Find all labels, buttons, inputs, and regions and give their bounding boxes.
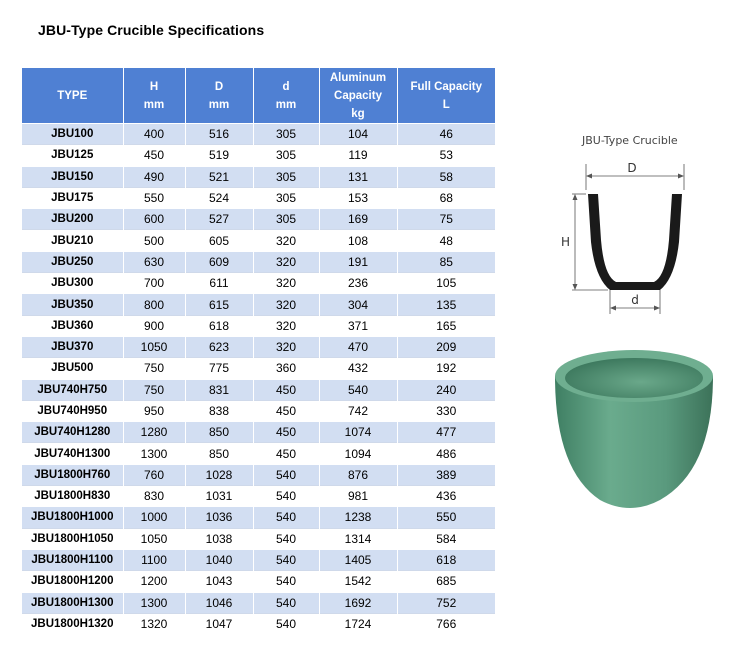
value-cell: 830 [123, 486, 185, 507]
value-cell: 1405 [319, 549, 397, 570]
value-cell: 1040 [185, 549, 253, 570]
value-cell: 1000 [123, 507, 185, 528]
value-cell: 105 [397, 273, 495, 294]
value-cell: 1280 [123, 422, 185, 443]
table-header-row [22, 68, 495, 124]
value-cell: 450 [253, 379, 319, 400]
column-header [253, 68, 319, 124]
column-header-line: Aluminum [329, 71, 387, 84]
value-cell: 623 [185, 336, 253, 357]
value-cell: 191 [319, 251, 397, 272]
arrowhead [610, 306, 616, 311]
value-cell: 46 [397, 124, 495, 145]
column-header [185, 68, 253, 124]
type-cell: JBU1800H1320 [22, 613, 123, 634]
table-row [22, 422, 495, 443]
table-row [22, 571, 495, 592]
value-cell: 1692 [319, 592, 397, 613]
value-cell: 600 [123, 209, 185, 230]
table-row [22, 613, 495, 634]
type-cell: JBU500 [22, 358, 123, 379]
value-cell: 838 [185, 400, 253, 421]
value-cell: 618 [397, 549, 495, 570]
value-cell: 775 [185, 358, 253, 379]
value-cell: 800 [123, 294, 185, 315]
label-D: D [627, 161, 637, 175]
table-body [22, 124, 495, 635]
value-cell: 320 [253, 315, 319, 336]
column-header [319, 68, 397, 124]
table-row [22, 336, 495, 357]
table-row [22, 273, 495, 294]
value-cell: 1724 [319, 613, 397, 634]
value-cell: 48 [397, 230, 495, 251]
value-cell: 320 [253, 273, 319, 294]
value-cell: 1050 [123, 528, 185, 549]
value-cell: 1300 [123, 592, 185, 613]
table-row [22, 400, 495, 421]
table-row [22, 379, 495, 400]
value-cell: 192 [397, 358, 495, 379]
column-header [123, 68, 185, 124]
value-cell: 584 [397, 528, 495, 549]
arrowhead [654, 306, 660, 311]
value-cell: 1036 [185, 507, 253, 528]
value-cell: 685 [397, 571, 495, 592]
table-row [22, 464, 495, 485]
value-cell: 153 [319, 187, 397, 208]
table-row [22, 251, 495, 272]
value-cell: 360 [253, 358, 319, 379]
type-cell: JBU740H1300 [22, 443, 123, 464]
arrowhead [586, 174, 592, 179]
value-cell: 615 [185, 294, 253, 315]
value-cell: 876 [319, 464, 397, 485]
value-cell: 550 [397, 507, 495, 528]
type-cell: JBU210 [22, 230, 123, 251]
value-cell: 104 [319, 124, 397, 145]
value-cell: 1238 [319, 507, 397, 528]
value-cell: 477 [397, 422, 495, 443]
type-cell: JBU150 [22, 166, 123, 187]
table-row [22, 486, 495, 507]
type-cell: JBU360 [22, 315, 123, 336]
value-cell: 850 [185, 443, 253, 464]
value-cell: 519 [185, 145, 253, 166]
value-cell: 540 [253, 507, 319, 528]
arrowhead [573, 284, 578, 290]
table-row [22, 443, 495, 464]
value-cell: 450 [123, 145, 185, 166]
value-cell: 611 [185, 273, 253, 294]
value-cell: 330 [397, 400, 495, 421]
table-row [22, 145, 495, 166]
value-cell: 108 [319, 230, 397, 251]
type-cell: JBU1800H1100 [22, 549, 123, 570]
table-row [22, 358, 495, 379]
table-row [22, 230, 495, 251]
value-cell: 981 [319, 486, 397, 507]
type-cell: JBU200 [22, 209, 123, 230]
value-cell: 1320 [123, 613, 185, 634]
column-header-line: Capacity [334, 89, 382, 102]
value-cell: 742 [319, 400, 397, 421]
value-cell: 486 [397, 443, 495, 464]
value-cell: 760 [123, 464, 185, 485]
column-header-line: mm [143, 98, 165, 111]
value-cell: 540 [253, 549, 319, 570]
type-cell: JBU1800H1200 [22, 571, 123, 592]
value-cell: 752 [397, 592, 495, 613]
value-cell: 605 [185, 230, 253, 251]
crucible-photo [545, 340, 725, 520]
value-cell: 240 [397, 379, 495, 400]
value-cell: 1050 [123, 336, 185, 357]
value-cell: 450 [253, 422, 319, 443]
table-row [22, 315, 495, 336]
column-header-line: mm [275, 98, 297, 111]
column-header [397, 68, 495, 124]
page-title: JBU-Type Crucible Specifications [38, 22, 265, 38]
type-cell: JBU300 [22, 273, 123, 294]
value-cell: 1043 [185, 571, 253, 592]
value-cell: 540 [253, 592, 319, 613]
table-row [22, 528, 495, 549]
value-cell: 550 [123, 187, 185, 208]
type-cell: JBU175 [22, 187, 123, 208]
table-row [22, 209, 495, 230]
value-cell: 131 [319, 166, 397, 187]
value-cell: 490 [123, 166, 185, 187]
value-cell: 1031 [185, 486, 253, 507]
column-header-line: D [214, 80, 224, 93]
value-cell: 432 [319, 358, 397, 379]
value-cell: 320 [253, 251, 319, 272]
value-cell: 389 [397, 464, 495, 485]
value-cell: 436 [397, 486, 495, 507]
crucible-diagram [548, 128, 696, 318]
value-cell: 209 [397, 336, 495, 357]
crucible-spec-table [22, 68, 495, 634]
column-header-line: Full Capacity [410, 80, 483, 93]
value-cell: 1200 [123, 571, 185, 592]
value-cell: 1542 [319, 571, 397, 592]
value-cell: 135 [397, 294, 495, 315]
label-d: d [631, 293, 639, 307]
value-cell: 540 [253, 464, 319, 485]
column-header [22, 68, 123, 124]
crucible-section [588, 194, 682, 290]
value-cell: 305 [253, 166, 319, 187]
value-cell: 320 [253, 336, 319, 357]
value-cell: 1046 [185, 592, 253, 613]
value-cell: 1074 [319, 422, 397, 443]
value-cell: 450 [253, 400, 319, 421]
value-cell: 165 [397, 315, 495, 336]
value-cell: 950 [123, 400, 185, 421]
value-cell: 850 [185, 422, 253, 443]
type-cell: JBU1800H760 [22, 464, 123, 485]
value-cell: 304 [319, 294, 397, 315]
value-cell: 831 [185, 379, 253, 400]
value-cell: 85 [397, 251, 495, 272]
table-row [22, 507, 495, 528]
crucible-opening [565, 358, 703, 398]
value-cell: 320 [253, 294, 319, 315]
value-cell: 53 [397, 145, 495, 166]
value-cell: 400 [123, 124, 185, 145]
arrowhead [573, 194, 578, 200]
value-cell: 521 [185, 166, 253, 187]
column-header-line: mm [208, 98, 230, 111]
value-cell: 75 [397, 209, 495, 230]
column-header-line: H [149, 80, 159, 93]
arrowhead [678, 174, 684, 179]
value-cell: 1314 [319, 528, 397, 549]
value-cell: 1047 [185, 613, 253, 634]
type-cell: JBU100 [22, 124, 123, 145]
type-cell: JBU1800H1300 [22, 592, 123, 613]
value-cell: 540 [253, 613, 319, 634]
value-cell: 1100 [123, 549, 185, 570]
value-cell: 1300 [123, 443, 185, 464]
type-cell: JBU370 [22, 336, 123, 357]
value-cell: 305 [253, 124, 319, 145]
table-row [22, 166, 495, 187]
value-cell: 630 [123, 251, 185, 272]
value-cell: 609 [185, 251, 253, 272]
value-cell: 540 [253, 528, 319, 549]
value-cell: 1038 [185, 528, 253, 549]
type-cell: JBU350 [22, 294, 123, 315]
label-H: H [561, 235, 571, 249]
type-cell: JBU1800H830 [22, 486, 123, 507]
value-cell: 700 [123, 273, 185, 294]
column-header-line: d [282, 80, 290, 93]
value-cell: 527 [185, 209, 253, 230]
diagram-caption: JBU-Type Crucible [582, 134, 678, 147]
value-cell: 68 [397, 187, 495, 208]
type-cell: JBU740H950 [22, 400, 123, 421]
value-cell: 540 [319, 379, 397, 400]
value-cell: 236 [319, 273, 397, 294]
type-cell: JBU740H750 [22, 379, 123, 400]
value-cell: 450 [253, 443, 319, 464]
type-cell: JBU1800H1000 [22, 507, 123, 528]
value-cell: 540 [253, 486, 319, 507]
type-cell: JBU250 [22, 251, 123, 272]
column-header-line: kg [351, 107, 365, 120]
column-header-line: L [442, 98, 450, 111]
table-row [22, 294, 495, 315]
value-cell: 750 [123, 358, 185, 379]
type-cell: JBU125 [22, 145, 123, 166]
value-cell: 540 [253, 571, 319, 592]
column-header-line: TYPE [57, 89, 88, 102]
type-cell: JBU1800H1050 [22, 528, 123, 549]
value-cell: 900 [123, 315, 185, 336]
table-row [22, 592, 495, 613]
table-row [22, 124, 495, 145]
value-cell: 371 [319, 315, 397, 336]
value-cell: 500 [123, 230, 185, 251]
value-cell: 470 [319, 336, 397, 357]
value-cell: 305 [253, 187, 319, 208]
value-cell: 305 [253, 209, 319, 230]
value-cell: 766 [397, 613, 495, 634]
table-row [22, 187, 495, 208]
value-cell: 320 [253, 230, 319, 251]
value-cell: 618 [185, 315, 253, 336]
value-cell: 1094 [319, 443, 397, 464]
value-cell: 119 [319, 145, 397, 166]
table-row [22, 549, 495, 570]
value-cell: 1028 [185, 464, 253, 485]
value-cell: 58 [397, 166, 495, 187]
value-cell: 524 [185, 187, 253, 208]
value-cell: 305 [253, 145, 319, 166]
value-cell: 750 [123, 379, 185, 400]
value-cell: 169 [319, 209, 397, 230]
value-cell: 516 [185, 124, 253, 145]
type-cell: JBU740H1280 [22, 422, 123, 443]
